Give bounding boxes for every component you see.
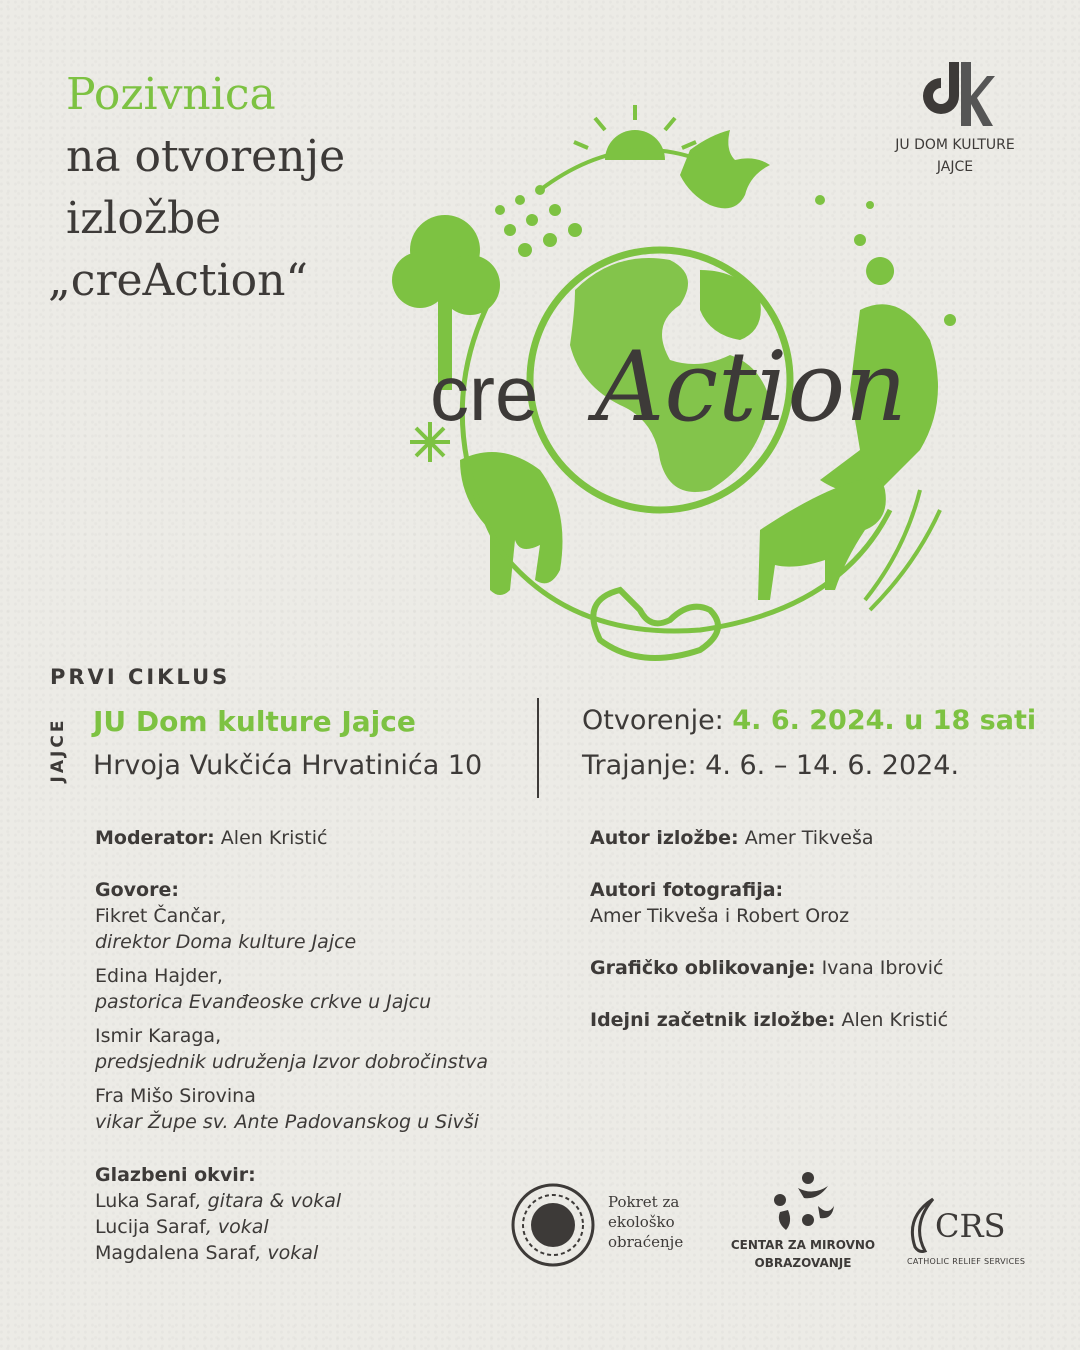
speaker-name: Ismir Karaga, bbox=[95, 1025, 222, 1047]
speaker-item bbox=[95, 963, 488, 1015]
musician-item bbox=[95, 1214, 341, 1240]
speaker-role: predsjednik udruženja Izvor dobročinstva bbox=[95, 1051, 489, 1073]
partner-centar bbox=[728, 1170, 878, 1272]
speakers-label: Govore: bbox=[95, 879, 179, 901]
pokret-line-3: obraćenje bbox=[608, 1233, 684, 1251]
speakers-block bbox=[95, 877, 488, 1135]
moderator-name: Alen Kristić bbox=[220, 827, 328, 849]
music-label: Glazbeni okvir: bbox=[95, 1164, 256, 1186]
city-label: JAJCE bbox=[48, 717, 68, 783]
crs-mark: CRS bbox=[935, 1207, 1006, 1245]
cycle-label: PRVI CIKLUS bbox=[50, 665, 231, 689]
speaker-item bbox=[95, 1023, 488, 1075]
opening-line bbox=[582, 705, 1036, 736]
design-label: Grafičko oblikovanje: bbox=[590, 957, 816, 979]
creaction-word-plain: cre bbox=[430, 349, 539, 437]
centar-people-icon bbox=[768, 1170, 838, 1232]
crs-leaf-icon bbox=[905, 1195, 939, 1255]
moderator-label: Moderator: bbox=[95, 827, 215, 849]
musician-name: Lucija Saraf bbox=[95, 1216, 206, 1238]
centar-line-2: OBRAZOVANJE bbox=[754, 1256, 852, 1270]
speaker-role: vikar Župe sv. Ante Padovanskog u Sivši bbox=[95, 1111, 479, 1133]
city-vertical-label bbox=[36, 703, 80, 798]
organizer-name-2: JAJCE bbox=[936, 159, 974, 175]
creaction-word-script: Action bbox=[595, 331, 907, 443]
author-label: Autor izložbe: bbox=[590, 827, 739, 849]
speaker-name: Edina Hajder, bbox=[95, 965, 223, 987]
photo-block bbox=[590, 877, 849, 929]
speaker-role: pastorica Evanđeoske crkve u Jajcu bbox=[95, 991, 432, 1013]
title-line-4: „creAction“ bbox=[48, 255, 309, 306]
musician-role: , vokal bbox=[205, 1216, 269, 1238]
musician-name: Luka Saraf bbox=[95, 1190, 196, 1212]
musician-role: , gitara & vokal bbox=[195, 1190, 342, 1212]
pokret-globe-icon bbox=[508, 1180, 598, 1270]
musician-item bbox=[95, 1188, 341, 1214]
pokret-line-1: Pokret za bbox=[608, 1193, 680, 1211]
design-line bbox=[590, 955, 943, 981]
crs-sub: CATHOLIC RELIEF SERVICES bbox=[907, 1257, 1026, 1266]
opening-value: 4. 6. 2024. u 18 sati bbox=[732, 705, 1037, 736]
speaker-name: Fikret Čančar, bbox=[95, 905, 227, 927]
creaction-artwork bbox=[390, 90, 980, 670]
author-line bbox=[590, 825, 874, 851]
duration-label: Trajanje: bbox=[582, 750, 697, 781]
photo-authors: Amer Tikveša i Robert Oroz bbox=[590, 905, 850, 927]
musician-name: Magdalena Saraf bbox=[95, 1242, 256, 1264]
title-line-2: na otvorenje bbox=[66, 131, 346, 182]
design-name: Ivana Ibrović bbox=[821, 957, 944, 979]
musician-role: , vokal bbox=[255, 1242, 319, 1264]
divider bbox=[537, 698, 539, 798]
title-line-3: izložbe bbox=[66, 193, 222, 244]
venue-name: JU Dom kulture Jajce bbox=[93, 705, 416, 738]
bear-icon bbox=[460, 452, 563, 595]
music-block bbox=[95, 1162, 341, 1266]
author-name: Amer Tikveša bbox=[744, 827, 874, 849]
title-line-1: Pozivnica bbox=[66, 69, 276, 120]
duration-line bbox=[582, 750, 959, 781]
invitation-title bbox=[48, 64, 346, 312]
musician-item bbox=[95, 1240, 341, 1266]
idea-line bbox=[590, 1007, 948, 1033]
rain-icon bbox=[495, 185, 582, 257]
speaker-item bbox=[95, 1083, 488, 1135]
photo-label: Autori fotografija: bbox=[590, 879, 784, 901]
speaker-item bbox=[95, 903, 488, 955]
duration-value: 4. 6. – 14. 6. 2024. bbox=[705, 750, 960, 781]
partner-pokret bbox=[508, 1180, 708, 1270]
venue-address: Hrvoja Vukčića Hrvatinića 10 bbox=[93, 750, 483, 781]
speaker-name: Fra Mišo Sirovina bbox=[95, 1085, 256, 1107]
opening-label: Otvorenje: bbox=[582, 705, 724, 736]
cow-icon bbox=[758, 477, 886, 600]
idea-name: Alen Kristić bbox=[841, 1009, 949, 1031]
speaker-role: direktor Doma kulture Jajce bbox=[95, 931, 357, 953]
organizer-name-1: JU DOM KULTURE bbox=[895, 137, 1015, 153]
centar-line-1: CENTAR ZA MIROVNO bbox=[730, 1238, 876, 1252]
idea-label: Idejni začetnik izložbe: bbox=[590, 1009, 836, 1031]
moderator-line bbox=[95, 825, 327, 851]
pokret-line-2: ekološko bbox=[608, 1213, 675, 1231]
